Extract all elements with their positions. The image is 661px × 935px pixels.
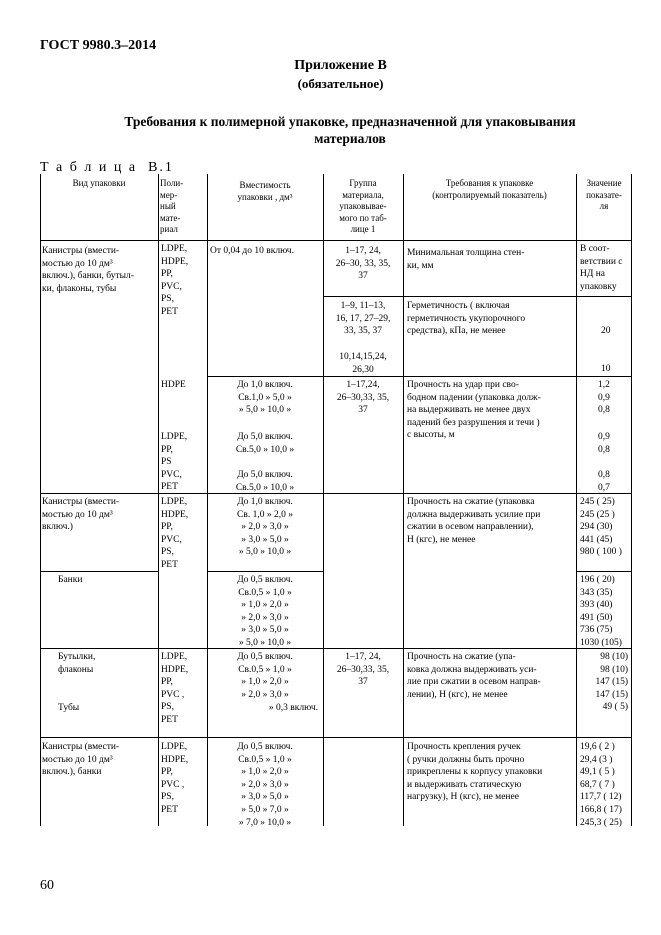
- row-rule: [40, 648, 632, 649]
- value-cell: 0,9 0,8: [598, 432, 610, 455]
- group-cell: 1–17, 24, 26–30,33, 35, 37: [336, 652, 390, 688]
- material-cell: LDPE, PP, PS PVC, PET: [161, 432, 188, 493]
- material-cell: LDPE, HDPE, PP, PVC , PS, PET: [161, 742, 189, 815]
- row-rule: [40, 737, 632, 738]
- capacity-cell: До 5,0 включ. Св.5,0 » 10,0 »: [235, 432, 295, 455]
- header-capacity: Вместимость упаковки , дм³: [237, 180, 293, 202]
- kind-cell: Канистры (вмести- мостью до 10 дм³ включ.), банки: [42, 742, 120, 778]
- material-cell: LDPE, HDPE, PP, PVC , PS, PET: [161, 652, 189, 725]
- kind-cell: Тубы: [58, 703, 80, 713]
- col-divider: [158, 174, 159, 826]
- requirement-cell: Прочность на сжатие (упа- ковка должна выдерживать уси- лие при сжатии в осевом направ- лении), Н (кгс), не менее: [407, 652, 541, 700]
- page-number: 60: [40, 878, 54, 893]
- capacity-cell: От 0,04 до 10 включ.: [210, 246, 294, 256]
- material-cell: LDPE, HDPE, PP, PVC, PS, PET: [161, 497, 189, 570]
- value-cell: 196 ( 20) 343 (35) 393 (40) 491 (50) 736 (75) 1030 (105): [580, 575, 622, 648]
- row-rule: [207, 571, 323, 572]
- material-cell: HDPE: [161, 380, 186, 390]
- kind-cell: Канистры (вмести- мостью до 10 дм³ включ.): [42, 497, 120, 533]
- value-cell: В соот- ветствии с НД на упаковку: [580, 244, 623, 292]
- row-rule: [40, 493, 632, 494]
- capacity-cell: До 1,0 включ. Св.1,0 » 5,0 » » 5,0 » 10,0 »: [237, 380, 293, 416]
- row-rule: [576, 571, 631, 572]
- value-cell: 0,8 0,7: [598, 470, 610, 493]
- requirement-cell: Прочность крепления ручек ( ручки должны быть прочно прикреплены к корпусу упаковки и выдерживать статическую нагрузку), Н (кгс), не менее: [407, 742, 543, 803]
- capacity-cell: До 0,5 включ. Св.0,5 » 1,0 » » 1,0 » 2,0 » » 2,0 » 3,0 »: [237, 652, 293, 700]
- capacity-cell: До 1,0 включ. Св. 1,0 » 2,0 » » 2,0 » 3,0 » » 3,0 » 5,0 » » 5,0 » 10,0 »: [237, 497, 293, 558]
- value-cell: 10: [601, 364, 611, 374]
- capacity-cell: До 0,5 включ. Св.0,5 » 1,0 » » 1,0 » 2,0 » » 2,0 » 3,0 » » 3,0 » 5,0 » » 5,0 » 10,0 »: [237, 575, 293, 648]
- value-cell: 19,6 ( 2 ) 29,4 (3 ) 49,1 ( 5 ) 68,7 ( 7 ) 117,7 ( 12) 166,8 ( 17) 245,3 ( 25): [580, 742, 622, 828]
- header-material: Поли- мер- ный мате- риал: [160, 178, 184, 234]
- table-border-left: [40, 174, 41, 826]
- group-cell: 1–17, 24, 26–30, 33, 35, 37: [335, 246, 391, 282]
- header-kind: Вид упаковки: [72, 178, 126, 188]
- value-cell: 245 ( 25) 245 (25 ) 294 (30) 441 (45) 980 ( 100 ): [580, 497, 622, 558]
- col-divider: [576, 174, 577, 826]
- requirement-cell: Минимальная толщина стен- ки, мм: [407, 248, 525, 271]
- kind-cell: Канистры (вмести- мостью до 10 дм³ включ.), банки, бутыл- ки, флаконы, тубы: [42, 246, 134, 294]
- kind-cell: Банки: [58, 575, 83, 585]
- capacity-cell: До 0,5 включ. Св.0,5 » 1,0 » » 1,0 » 2,0 » » 2,0 » 3,0 » » 3,0 » 5,0 » » 5,0 » 7,0 » » 7,0 » 10,0 »: [237, 742, 293, 828]
- col-divider: [403, 174, 404, 826]
- value-cell: 98 (10) 98 (10) 147 (15) 147 (15) 49 ( 5): [595, 652, 628, 713]
- requirement-cell: Прочность на сжатие (упаковка должна выдерживать усилие при сжатии в осевом направлении), Н (кгс), не менее: [407, 497, 541, 545]
- group-cell: 10,14,15,24, 26,30: [339, 352, 387, 375]
- col-divider: [323, 174, 324, 826]
- section-title: Требования к полимерной упаковке, предназначенной для упаковывания материалов: [124, 114, 576, 146]
- row-rule: [207, 376, 631, 377]
- header-value: Значение показате- ля: [586, 178, 622, 211]
- header-group: Группа материала, упаковывае- мого по таб- лице 1: [339, 178, 387, 234]
- capacity-cell: » 0,3 включ.: [268, 703, 318, 713]
- table-label: Т а б л и ц а В.1: [40, 160, 174, 175]
- appendix-status: (обязательное): [297, 76, 384, 91]
- value-cell: 1,2 0,9 0,8: [598, 380, 610, 416]
- header-rule: [40, 240, 632, 241]
- kind-cell: Бутылки, флаконы: [58, 652, 96, 675]
- group-cell: 1–9, 11–13, 16, 17, 27–29, 33, 35, 37: [335, 301, 391, 337]
- requirement-cell: Герметичность ( включая герметичность укупорочного средства), кПа, не менее: [407, 301, 526, 337]
- table-border-right: [631, 174, 632, 826]
- document-id: ГОСТ 9980.3–2014: [40, 38, 157, 53]
- row-rule: [40, 571, 158, 572]
- value-cell: 20: [601, 326, 611, 336]
- capacity-cell: До 5,0 включ. Св.5,0 » 10,0 »: [235, 470, 295, 493]
- header-requirement: Требования к упаковке (контролируемый показатель): [432, 178, 547, 200]
- requirement-cell: Прочность на удар при сво- бодном падении (упаковка долж- на выдерживать не менее двух падений без разрушения и течи ) с высоты, м: [407, 380, 541, 441]
- material-cell: LDPE, HDPE, PP, PVC, PS, PET: [161, 244, 189, 317]
- appendix-title: Приложение В: [294, 58, 387, 73]
- row-rule: [323, 296, 631, 297]
- group-cell: 1–17,24, 26–30,33, 35, 37: [336, 380, 390, 416]
